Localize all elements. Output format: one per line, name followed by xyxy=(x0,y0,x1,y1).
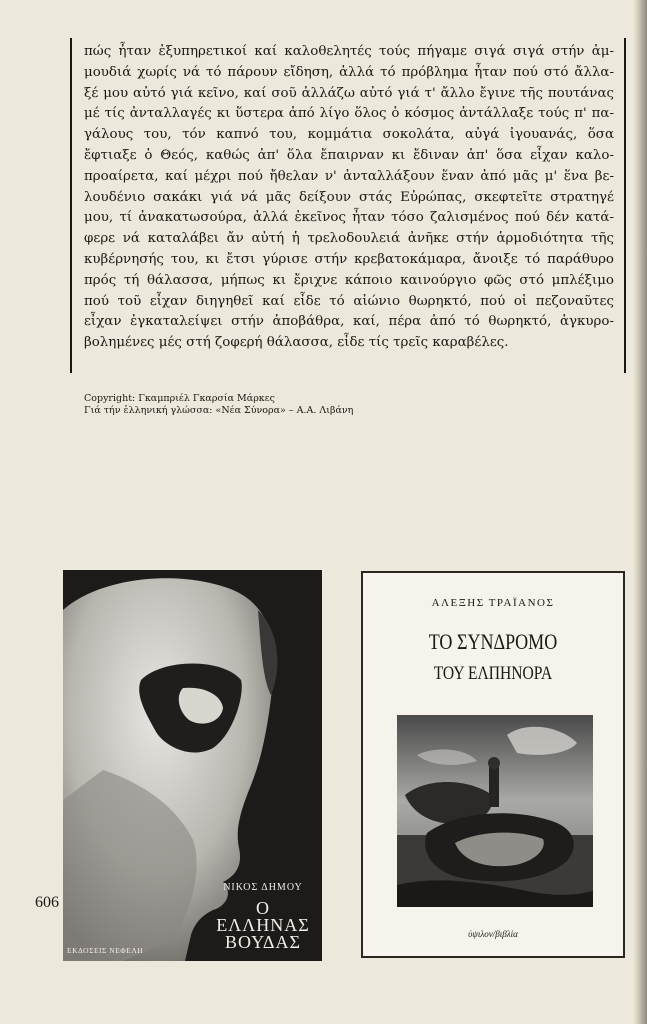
text-line: γάλους του, τόν καπνό του, κομμάτια σοκολάτα, αὐγά ἰγουανάς, ὅσα xyxy=(84,127,614,143)
text-line: ξέ μου αὐτό γιά κεῖνο, καί σοῦ ἀλλάζω αὐτό γιά τ' ἄλλο ἔγινε τῆς πουτάνας xyxy=(84,85,614,101)
text-line: πρός τή θάλασσα, μήπως κι ἔριχνε κάποιο καινούργιο φῶς στό μπλέξιμο xyxy=(84,272,614,288)
book1-title-line: ΕΛΛΗΝΑΣ xyxy=(216,915,310,935)
text-line: μου, τί ἀνακατωσούρα, ἀλλά ἐκεῖνος ἦταν τόσο ζαλισμένος πού δέν κατά- xyxy=(84,210,614,226)
text-line: φερε νά καταλάβει ἄν αὐτή ἡ τρελοδουλειά ἀνῆκε στήν ἁρμοδιότητα τῆς xyxy=(84,231,614,247)
book2-author: ΑΛΕΞΗΣ ΤΡΑΪΑΝΟΣ xyxy=(431,597,555,609)
text-line: προαίρετα, καί μέχρι πού ἤθελαν ν' ἀνταλλάξουν ἕναν ἀπό μᾶς μ' ἕνα βε- xyxy=(84,168,614,184)
book1-author: ΝΙΚΟΣ ΔΗΜΟΥ xyxy=(223,882,303,893)
book2-title-line: ΤΟ ΣΥΝΔΡΟΜΟ xyxy=(428,629,558,654)
left-column-rule xyxy=(70,38,72,373)
text-line: πού τοῦ εἶχαν διηγηθεῖ καί εἶδε τό αἰώνιο θωρηκτό, πού οἱ πεζοναῦτες xyxy=(84,293,614,309)
page-number: 606 xyxy=(35,894,59,911)
text-line: πώς ἦταν ἐξυπηρετικοί καί καλοθελητές τούς πήγαμε σιγά σιγά στήν ἀμ- xyxy=(84,44,614,59)
book1-publisher: ΕΚΔΟΣΕΙΣ ΝΕΦΕΛΗ xyxy=(67,946,144,955)
book2-publisher: ύψιλον/βιβλία xyxy=(468,929,518,939)
text-line: μουδιά χωρίς νά τό πάρουν εἴδηση, ἀλλά τό πρόβλημα ἦταν πού στό ἄλλα- xyxy=(84,64,614,80)
book2-title-line: ΤΟΥ ΕΛΠΗΝΟΡΑ xyxy=(433,663,553,684)
book-cover-syndromo-elpinora xyxy=(361,571,625,958)
text-line: βολημένες μές στή ζοφερή θάλασσα, εἶδε τίς τρεῖς καραβέλες. xyxy=(84,335,509,351)
copyright-notice xyxy=(84,393,353,417)
surreal-painting-illustration xyxy=(397,715,593,907)
text-line: μέ τίς ἀνταλλαγές κι ὕστερα ἀπό λίγο ὅλος ὁ κόσμος ἀντάλλαξε τούς π' πα- xyxy=(84,106,614,122)
copyright-line: Copyright: Γκαμπριέλ Γκαρσία Μάρκες xyxy=(84,393,275,404)
text-line: ἔφτιαξε ὁ Θεός, καθώς ἀπ' ὅλα ἔπαιρναν κι ἔδιναν ἀπ' ὅσα εἶχαν καλο- xyxy=(84,147,614,163)
book1-title-line: Ο xyxy=(256,898,270,918)
article-text xyxy=(84,42,614,354)
right-column-rule xyxy=(624,38,626,373)
text-line: λουδένιο σακάκι γιά νά μᾶς δείξουν στάς Εὐρώπας, σκεφτεῖτε στρατηγέ xyxy=(84,189,614,205)
book1-title-line: ΒΟΥΔΑΣ xyxy=(225,932,301,952)
page-edge-shadow xyxy=(633,0,647,1024)
book1-title xyxy=(203,900,322,951)
text-line: κυβέρνησής του, κι ἔτσι γύρισε στήν κρεβατοκάμαρα, ἄνοιξε τό παράθυρο xyxy=(84,251,614,267)
book-cover-elliinas-voudas xyxy=(63,570,322,961)
text-line: εἶχαν ἐγκαταλείψει στήν ἀποβάθρα, καί, πέρα ἀπό τό θωρηκτό, ἀγκυρο- xyxy=(84,314,614,330)
translation-rights-line: Γιά τήν ἑλληνική γλώσσα: «Νέα Σύνορα» – Α.Α. Λιβάνη xyxy=(84,405,354,416)
